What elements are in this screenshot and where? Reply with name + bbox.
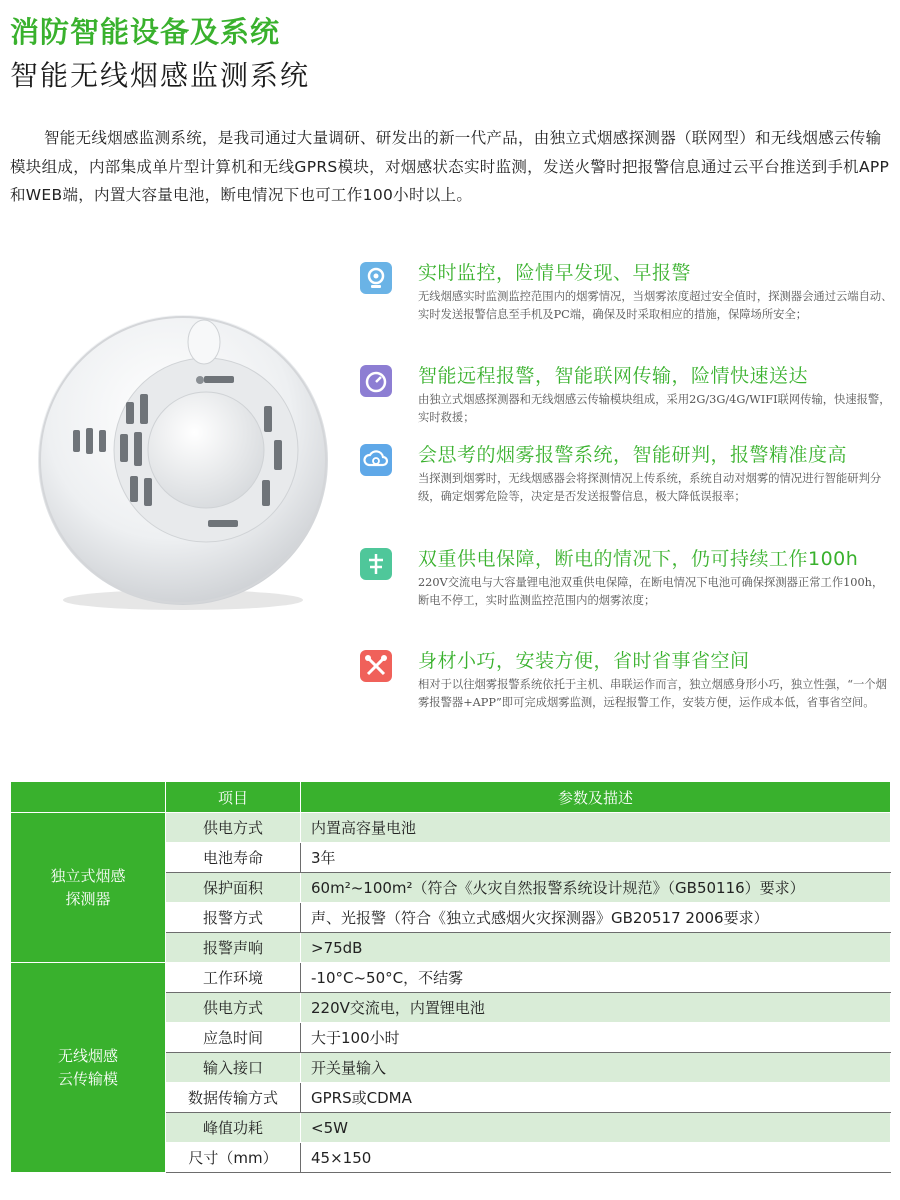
power-icon xyxy=(360,548,392,580)
table-desc: 声、光报警（符合《独立式感烟火灾探测器》GB20517 2006要求） xyxy=(301,903,891,933)
table-item: 报警方式 xyxy=(166,903,301,933)
table-item: 报警声响 xyxy=(166,933,301,963)
group-name-detector xyxy=(11,813,166,963)
table-item: 供电方式 xyxy=(166,993,301,1023)
table-desc: <5W xyxy=(301,1113,891,1143)
feature-desc: 无线烟感实时监测监控范围内的烟雾情况，当烟雾浓度超过安全值时，探测器会通过云端自动、实时发送报警信息至手机及PC端，确保及时采取相应的措施，保障场所安全； xyxy=(418,290,893,321)
table-item: 电池寿命 xyxy=(166,843,301,873)
table-desc: 大于100小时 xyxy=(301,1023,891,1053)
group-name-line: 探测器 xyxy=(65,889,111,908)
group-name-line: 无线烟感 xyxy=(57,1046,118,1065)
camera-icon xyxy=(360,262,392,294)
table-desc: -10°C~50°C，不结雾 xyxy=(301,963,891,993)
group-name-line: 独立式烟感 xyxy=(50,866,126,885)
feature-title: 双重供电保障，断电的情况下，仍可持续工作100h xyxy=(418,548,859,570)
product-title: 智能无线烟感监测系统 xyxy=(10,59,311,92)
table-header-desc: 参数及描述 xyxy=(301,782,891,813)
smoke-detector-image xyxy=(28,310,338,620)
table-desc: 开关量输入 xyxy=(301,1053,891,1083)
table-item: 输入接口 xyxy=(166,1053,301,1083)
table-row xyxy=(11,813,891,843)
feature-desc: 由独立式烟感探测器和无线烟感云传输模块组成，采用2G/3G/4G/WIFI联网传输，快速报警，实时救援； xyxy=(418,393,891,424)
feature-desc: 相对于以往烟雾报警系统依托于主机、串联运作而言，独立烟感身形小巧，独立性强，“一个烟雾报警器+APP”即可完成烟雾监测，远程报警工作，安装方便，运作成本低，省事省空间。 xyxy=(418,678,887,709)
table-desc: 220V交流电，内置锂电池 xyxy=(301,993,891,1023)
table-desc: 60m²~100m²（符合《火灾自然报警系统设计规范》（GB50116）要求） xyxy=(301,873,891,903)
feature-desc: 当探测到烟雾时，无线烟感器会将探测情况上传系统，系统自动对烟雾的情况进行智能研判分级，确定烟雾危险等，决定是否发送报警信息，极大降低误报率； xyxy=(418,472,882,503)
table-item: 供电方式 xyxy=(166,813,301,843)
table-item: 保护面积 xyxy=(166,873,301,903)
feature-title: 智能远程报警，智能联网传输，险情快速送达 xyxy=(418,365,809,387)
table-row xyxy=(11,963,891,993)
feature-desc: 220V交流电与大容量锂电池双重供电保障，在断电情况下电池可确保探测器正常工作100h，断电不停工，实时监测监控范围内的烟雾浓度； xyxy=(418,576,884,607)
cloud-sync-icon xyxy=(360,444,392,476)
feature-title: 实时监控，险情早发现、早报警 xyxy=(418,262,692,284)
gauge-icon xyxy=(360,365,392,397)
table-desc: 45×150 xyxy=(301,1143,891,1173)
table-item: 峰值功耗 xyxy=(166,1113,301,1143)
table-desc: GPRS或CDMA xyxy=(301,1083,891,1113)
table-header-item: 项目 xyxy=(166,782,301,813)
group-name-line: 云传输模 xyxy=(57,1069,118,1088)
intro-paragraph: 智能无线烟感监测系统，是我司通过大量调研、研发出的新一代产品，由独立式烟感探测器（联网型）和无线烟感云传输模块组成，内部集成单片型计算机和无线GPRS模块，对烟感状态实时监测，发送火警时把报警信息通过云平台推送到手机APP和WEB端，内置大容量电池，断电情况下也可工作100小时以上。 xyxy=(10,129,890,204)
table-desc: 内置高容量电池 xyxy=(301,813,891,843)
table-corner xyxy=(11,782,166,813)
spec-table xyxy=(10,781,891,1173)
table-item: 工作环境 xyxy=(166,963,301,993)
feature-title: 身材小巧，安装方便，省时省事省空间 xyxy=(418,650,750,672)
table-header-row xyxy=(11,782,891,813)
table-item: 尺寸（mm） xyxy=(166,1143,301,1173)
group-name-cloud-module xyxy=(11,963,166,1173)
category-title: 消防智能设备及系统 xyxy=(10,15,281,49)
feature-title: 会思考的烟雾报警系统，智能研判，报警精准度高 xyxy=(418,444,848,466)
table-item: 应急时间 xyxy=(166,1023,301,1053)
table-item: 数据传输方式 xyxy=(166,1083,301,1113)
table-desc: 3年 xyxy=(301,843,891,873)
tools-icon xyxy=(360,650,392,682)
table-desc: >75dB xyxy=(301,933,891,963)
